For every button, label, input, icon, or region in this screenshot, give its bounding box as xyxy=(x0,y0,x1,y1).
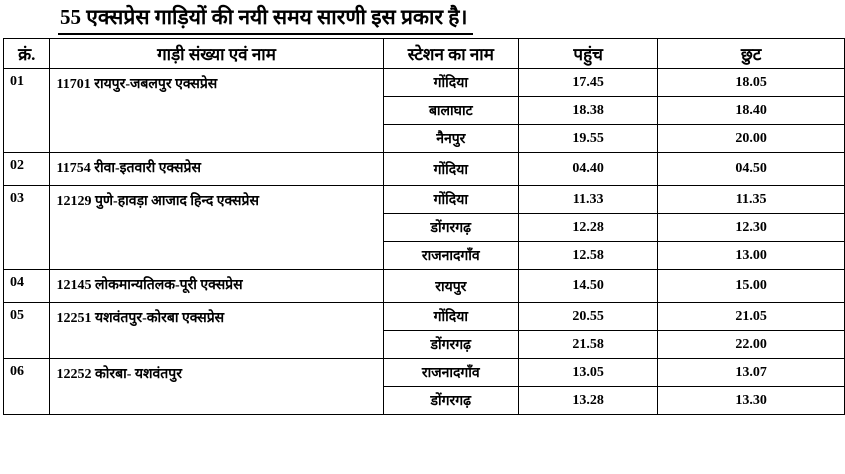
page-title: 55 एक्सप्रेस गाड़ियों की नयी समय सारणी इस प्रकार है। xyxy=(58,2,473,35)
header-row xyxy=(4,39,845,69)
arrival-time: 19.55 xyxy=(519,125,658,153)
table-row xyxy=(4,303,845,331)
departure-time: 12.30 xyxy=(658,214,845,242)
arrival-time: 12.58 xyxy=(519,242,658,270)
station-name: नैनपुर xyxy=(383,125,519,153)
departure-time: 22.00 xyxy=(658,331,845,359)
departure-time: 18.05 xyxy=(658,69,845,97)
departure-time: 11.35 xyxy=(658,186,845,214)
departure-time: 13.30 xyxy=(658,387,845,415)
table-row xyxy=(4,153,845,186)
train-name: 12145 लोकमान्यतिलक-पूरी एक्सप्रेस xyxy=(50,270,383,303)
arrival-time: 11.33 xyxy=(519,186,658,214)
departure-time: 13.00 xyxy=(658,242,845,270)
train-serial: 03 xyxy=(4,186,50,270)
train-serial: 05 xyxy=(4,303,50,359)
train-name: 12251 यशवंतपुर-कोरबा एक्सप्रेस xyxy=(50,303,383,359)
train-serial: 04 xyxy=(4,270,50,303)
table-row xyxy=(4,270,845,303)
station-name: डोंगरगढ़ xyxy=(383,214,519,242)
train-serial: 02 xyxy=(4,153,50,186)
train-name: 11754 रीवा-इतवारी एक्सप्रेस xyxy=(50,153,383,186)
arrival-time: 20.55 xyxy=(519,303,658,331)
train-name: 11701 रायपुर-जबलपुर एक्सप्रेस xyxy=(50,69,383,153)
arrival-time: 12.28 xyxy=(519,214,658,242)
train-serial: 06 xyxy=(4,359,50,415)
departure-time: 04.50 xyxy=(658,153,845,186)
arrival-time: 17.45 xyxy=(519,69,658,97)
arrival-time: 13.05 xyxy=(519,359,658,387)
station-name: राजनादगाँव xyxy=(383,242,519,270)
station-name: राजनादगाँव xyxy=(383,359,519,387)
header-station: स्टेशन का नाम xyxy=(383,39,519,69)
arrival-time: 21.58 xyxy=(519,331,658,359)
station-name: गोंदिया xyxy=(383,69,519,97)
train-name: 12252 कोरबा- यशवंतपुर xyxy=(50,359,383,415)
departure-time: 15.00 xyxy=(658,270,845,303)
arrival-time: 18.38 xyxy=(519,97,658,125)
station-name: रायपुर xyxy=(383,270,519,303)
table-row xyxy=(4,359,845,387)
arrival-time: 04.40 xyxy=(519,153,658,186)
arrival-time: 13.28 xyxy=(519,387,658,415)
station-name: गोंदिया xyxy=(383,153,519,186)
station-name: गोंदिया xyxy=(383,186,519,214)
station-name: डोंगरगढ़ xyxy=(383,387,519,415)
train-serial: 01 xyxy=(4,69,50,153)
arrival-time: 14.50 xyxy=(519,270,658,303)
station-name: डोंगरगढ़ xyxy=(383,331,519,359)
header-departure: छुट xyxy=(658,39,845,69)
station-name: बालाघाट xyxy=(383,97,519,125)
departure-time: 21.05 xyxy=(658,303,845,331)
departure-time: 20.00 xyxy=(658,125,845,153)
header-arrival: पहुंच xyxy=(519,39,658,69)
header-no: क्रं. xyxy=(4,39,50,69)
timetable-body xyxy=(4,69,845,415)
timetable xyxy=(3,38,845,415)
table-row xyxy=(4,186,845,214)
departure-time: 13.07 xyxy=(658,359,845,387)
departure-time: 18.40 xyxy=(658,97,845,125)
station-name: गोंदिया xyxy=(383,303,519,331)
table-row xyxy=(4,69,845,97)
train-name: 12129 पुणे-हावड़ा आजाद हिन्द एक्सप्रेस xyxy=(50,186,383,270)
header-train: गाड़ी संख्या एवं नाम xyxy=(50,39,383,69)
